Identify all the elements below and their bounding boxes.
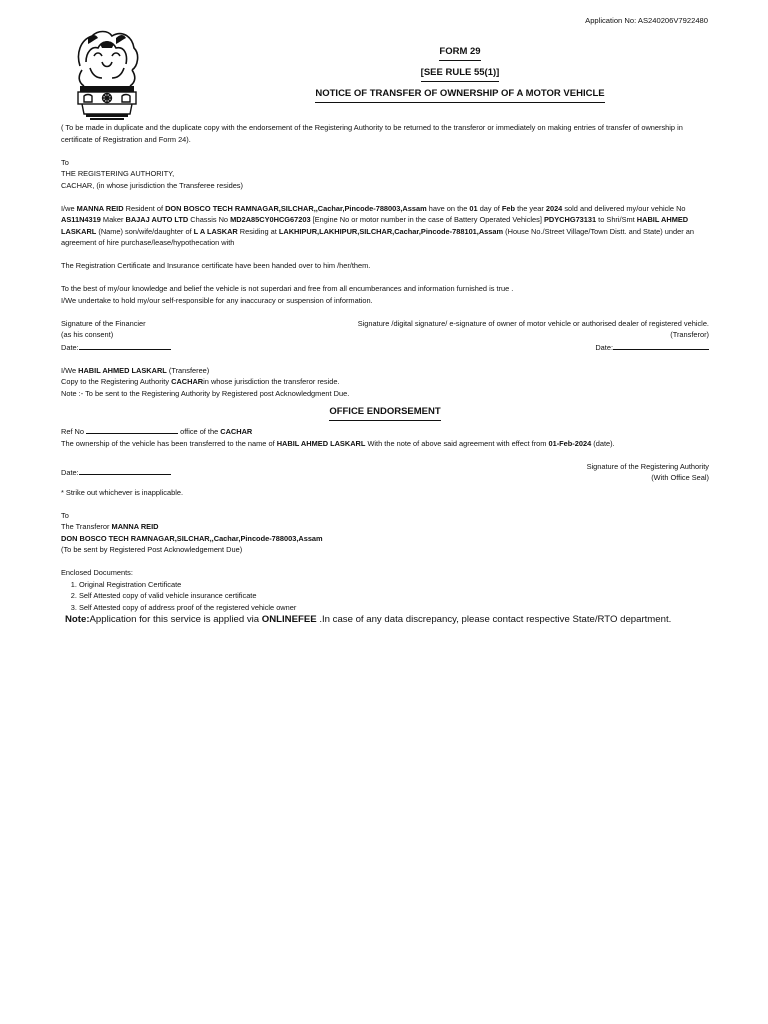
- form-body: [61, 122, 709, 627]
- form-header: [300, 45, 620, 103]
- registering-authority: THE REGISTERING AUTHORITY,: [61, 169, 175, 178]
- intro-text: ( To be made in duplicate and the duplicate copy with the endorsement of the Registering Authority to be returned to the transferor or immediately on making entries of transfer of ownership in certificate of Registration and Form 24).: [61, 123, 683, 144]
- owner-date-line: [613, 341, 709, 350]
- transferee-parent: L A LASKAR: [193, 226, 238, 236]
- financier-date-line: [79, 341, 171, 350]
- chassis-no: MD2A85CY0HCG67203: [230, 215, 311, 224]
- ownership-transfer-line: The ownership of the vehicle has been transferred to the name of HABIL AHMED LASKARL With the note of above said agreement with effect from 01-Feb-2024 (date).: [61, 438, 615, 448]
- copy-to-line: Copy to the Registering Authority CACHARin whose jurisdiction the transferor reside.: [61, 377, 340, 386]
- transferee-address: LAKHIPUR,LAKHIPUR,SILCHAR,Cachar,Pincode-788101,Assam: [278, 226, 504, 236]
- enclosed-documents-title: Enclosed Documents:: [61, 568, 133, 577]
- endorsement-date-line: [79, 466, 171, 475]
- sale-day: 01: [469, 203, 478, 213]
- knowledge-statement: To the best of my/our knowledge and belief the vehicle is not superdari and free from all encumberances and information furnished is true .: [61, 284, 514, 293]
- sale-month: Feb: [501, 203, 516, 213]
- undertaking-statement: I/We undertake to hold my/our self-responsible for any inaccuracy or suspension of information.: [61, 295, 373, 305]
- list-item: 2. Self Attested copy of valid vehicle insurance certificate: [79, 590, 709, 602]
- certificate-handover: The Registration Certificate and Insurance certificate have been handed over to him /her/them.: [61, 261, 371, 270]
- financier-signature: Signature of the Financier (as his consent) Date:: [61, 318, 171, 354]
- owner-address: DON BOSCO TECH RAMNAGAR,SILCHAR,,Cachar,Pincode-788003,Assam: [165, 203, 427, 213]
- transferee-line: I/We HABIL AHMED LASKARL (Transferee): [61, 365, 210, 375]
- office-endorsement-title: OFFICE ENDORSEMENT: [329, 405, 440, 421]
- transferor-post-note: (To be sent by Registered Post Acknowledgement Due): [61, 545, 243, 554]
- declaration-paragraph: I/we MANNA REID Resident of DON BOSCO TECH RAMNAGAR,SILCHAR,,Cachar,Pincode-788003,Assam have on the 01 day of Feb the year 2024 sold and delivered my/our vehicle No AS11N4319 Maker BAJAJ AUTO LTD Chassis No MD2A85CY0HCG67203 [Engine No or motor number in the case of Battery Operated Vehicles] PDYCHG73131 to Shri/Smt HABIL AHMED LASKARL (Name) son/wife/daughter of L A LASKAR Residing at LAKHIPUR,LAKHIPUR,SILCHAR,Cachar,Pincode-788101,Assam (House No./Street Village/Town Distt. and State) under an agreement of hire purchase/lease/hypothecation with: [61, 203, 694, 247]
- application-number: Application No: AS240206V7922480: [585, 16, 708, 25]
- national-emblem-icon: [66, 26, 148, 123]
- list-item: 3. Self Attested copy of address proof of the registered vehicle owner: [79, 602, 709, 614]
- vehicle-maker: BAJAJ AUTO LTD: [125, 215, 189, 224]
- registering-authority-signature: Signature of the Registering Authority: [586, 461, 709, 471]
- enclosed-documents-list: [61, 579, 709, 614]
- form-title: NOTICE OF TRANSFER OF OWNERSHIP OF A MOTOR VEHICLE: [315, 87, 604, 103]
- vehicle-reg-no: AS11N4319: [61, 215, 101, 224]
- owner-signature: Signature /digital signature/ e-signature of owner of motor vehicle or authorised dealer of registered vehicle. (Transferor) Date:: [357, 318, 709, 352]
- transferor-line: The Transferor MANNA REID: [61, 522, 159, 531]
- owner-name: MANNA REID: [76, 203, 124, 213]
- engine-no: PDYCHG73131: [543, 215, 597, 224]
- ref-no-line: Ref No office of the CACHAR: [61, 427, 253, 436]
- office-seal: (With Office Seal): [651, 473, 709, 482]
- authority-place: CACHAR, (in whose jurisdiction the Transferee resides): [61, 180, 243, 190]
- to-transferor-label: To: [61, 510, 69, 520]
- strike-out-note: * Strike out whichever is inapplicable.: [61, 487, 184, 497]
- transferor-address: DON BOSCO TECH RAMNAGAR,SILCHAR,,Cachar,Pincode-788003,Assam: [61, 533, 323, 543]
- endorsement-signature-row: Date: Signature of the Registering Authority (With Office Seal): [61, 461, 709, 482]
- list-item: 1. Original Registration Certificate: [79, 579, 709, 591]
- post-note: Note :- To be sent to the Registering Authority by Registered post Acknowledgment Due.: [61, 388, 350, 398]
- to-label: To: [61, 157, 69, 167]
- sale-year: 2024: [545, 203, 563, 213]
- form-rule: [SEE RULE 55(1)]: [421, 66, 500, 82]
- ref-no-blank: [86, 425, 178, 434]
- transferee-name: HABIL AHMED LASKARL: [61, 215, 689, 236]
- footer-note: Note:Application for this service is applied via ONLINEFEE .In case of any data discrepancy, please contact respective State/RTO department.: [65, 614, 672, 625]
- form-number: FORM 29: [439, 45, 480, 61]
- signature-block: [61, 318, 709, 354]
